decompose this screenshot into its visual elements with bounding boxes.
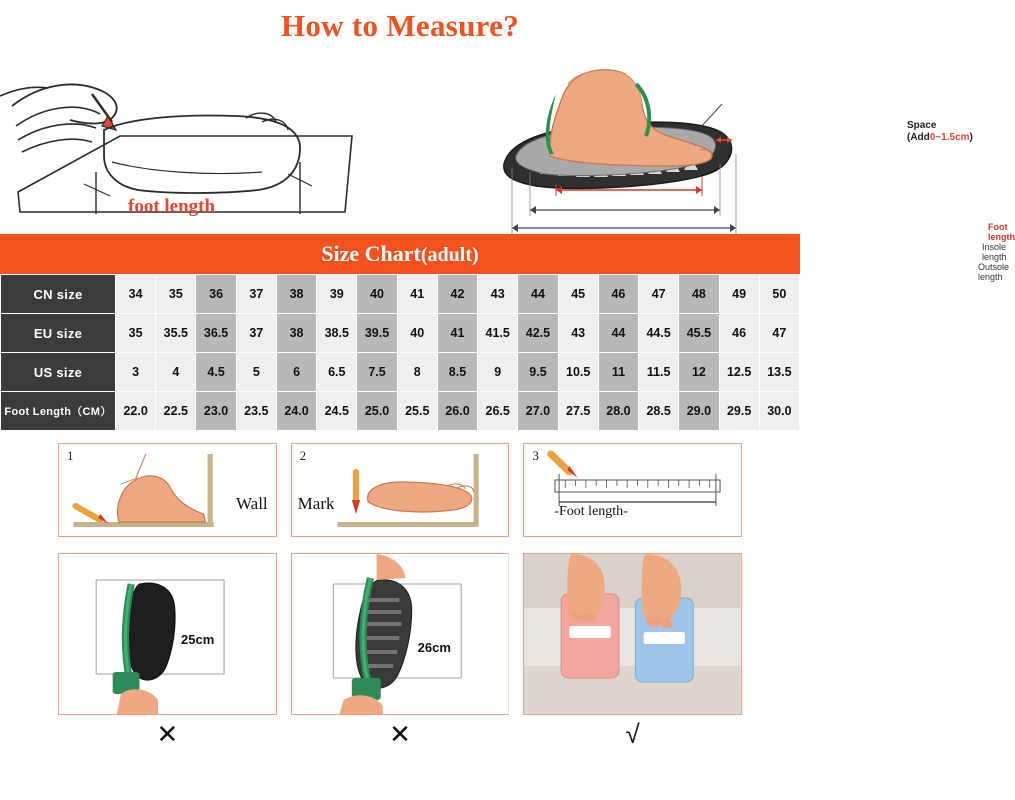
cell-eu-3: 37 xyxy=(236,314,276,353)
size-chart-table-wrap xyxy=(0,274,800,431)
cell-us-8: 8.5 xyxy=(437,353,477,392)
cell-eu-4: 38 xyxy=(276,314,316,353)
row-label-cn: CN size xyxy=(1,275,116,314)
cell-us-0: 3 xyxy=(116,353,156,392)
cell-fl-16: 30.0 xyxy=(759,392,799,431)
measure-photos-row xyxy=(0,537,800,715)
insole-length-arrow-label: Insole length xyxy=(982,242,1007,262)
space-annotation-line2 xyxy=(907,132,973,144)
space-annotation xyxy=(907,120,973,143)
table-row xyxy=(1,314,800,353)
size-chart-title: Size Chart xyxy=(321,241,421,266)
step-2-word: Mark xyxy=(297,494,335,513)
step-2-number: 2 xyxy=(299,448,307,463)
cell-eu-11: 43 xyxy=(558,314,598,353)
verdict-marks-row xyxy=(0,715,800,755)
verdict-insole: ✕ xyxy=(156,719,179,749)
cell-cn-8: 42 xyxy=(437,275,477,314)
cell-fl-10: 27.0 xyxy=(518,392,558,431)
outsole-photo-illustration xyxy=(292,554,509,714)
step-3-illustration xyxy=(524,444,741,536)
size-chart-body xyxy=(1,275,800,431)
step-1-illustration xyxy=(59,444,276,536)
cell-fl-7: 25.5 xyxy=(397,392,437,431)
size-chart-header xyxy=(0,234,800,274)
table-row xyxy=(1,275,800,314)
cell-cn-6: 40 xyxy=(357,275,397,314)
size-chart-subtitle: (adult) xyxy=(420,244,479,266)
space-add-prefix: (Add xyxy=(907,131,930,143)
cell-cn-4: 38 xyxy=(276,275,316,314)
step-panel-2 xyxy=(291,443,510,537)
space-annotation-line1: Space xyxy=(907,120,937,131)
outsole-length-arrow-label: Outsole length xyxy=(978,262,1010,282)
cell-eu-0: 35 xyxy=(116,314,156,353)
verdict-foot-gauge: √ xyxy=(625,719,640,749)
cell-eu-16: 47 xyxy=(759,314,799,353)
cell-us-3: 5 xyxy=(236,353,276,392)
cell-fl-11: 27.5 xyxy=(558,392,598,431)
cell-us-2: 4.5 xyxy=(196,353,236,392)
cell-cn-2: 36 xyxy=(196,275,236,314)
page-title: How to Measure? xyxy=(280,8,520,43)
step-3-number: 3 xyxy=(532,448,539,463)
step-panel-3 xyxy=(523,443,742,537)
foot-gauge-photo-illustration xyxy=(524,554,741,714)
cell-fl-0: 22.0 xyxy=(116,392,156,431)
insole-photo-illustration xyxy=(59,554,276,714)
cell-cn-11: 45 xyxy=(558,275,598,314)
step-2-illustration xyxy=(292,444,509,536)
cell-eu-7: 40 xyxy=(397,314,437,353)
cell-us-7: 8 xyxy=(397,353,437,392)
cell-cn-7: 41 xyxy=(397,275,437,314)
cell-cn-9: 43 xyxy=(478,275,518,314)
cell-eu-13: 44.5 xyxy=(639,314,679,353)
cell-cn-16: 50 xyxy=(759,275,799,314)
cell-cn-1: 35 xyxy=(156,275,196,314)
cell-us-6: 7.5 xyxy=(357,353,397,392)
cell-us-5: 6.5 xyxy=(317,353,357,392)
table-row xyxy=(1,353,800,392)
step-1-number: 1 xyxy=(67,448,74,463)
foot-length-caption: foot length xyxy=(128,196,216,217)
row-label-us: US size xyxy=(1,353,116,392)
step-3-word: -Foot length- xyxy=(554,504,628,519)
cell-fl-12: 28.0 xyxy=(598,392,638,431)
cell-eu-14: 45.5 xyxy=(679,314,719,353)
cell-eu-5: 38.5 xyxy=(317,314,357,353)
cell-us-15: 12.5 xyxy=(719,353,759,392)
space-add-suffix: ) xyxy=(969,131,973,143)
cell-fl-9: 26.5 xyxy=(478,392,518,431)
cell-eu-15: 46 xyxy=(719,314,759,353)
photo-panel-foot-gauge xyxy=(523,553,742,715)
step-panel-1 xyxy=(58,443,277,537)
cell-us-16: 13.5 xyxy=(759,353,799,392)
cell-cn-3: 37 xyxy=(236,275,276,314)
insole-outsole-svg xyxy=(400,44,800,234)
cell-fl-4: 24.0 xyxy=(276,392,316,431)
space-add-value: 0~1.5cm xyxy=(929,131,970,143)
insole-measure-label: 25cm xyxy=(181,632,215,647)
cell-eu-10: 42.5 xyxy=(518,314,558,353)
cell-us-4: 6 xyxy=(276,353,316,392)
table-row xyxy=(1,392,800,431)
outsole-measure-label: 26cm xyxy=(417,640,451,655)
cell-us-10: 9.5 xyxy=(518,353,558,392)
cell-fl-15: 29.5 xyxy=(719,392,759,431)
cell-cn-10: 44 xyxy=(518,275,558,314)
cell-fl-8: 26.0 xyxy=(437,392,477,431)
cell-cn-12: 46 xyxy=(598,275,638,314)
cell-fl-5: 24.5 xyxy=(317,392,357,431)
verdict-outsole: ✕ xyxy=(389,719,411,749)
cell-eu-6: 39.5 xyxy=(357,314,397,353)
cell-cn-14: 48 xyxy=(679,275,719,314)
cell-fl-14: 29.0 xyxy=(679,392,719,431)
step-1-word: Wall xyxy=(235,494,268,513)
cell-us-12: 11 xyxy=(598,353,638,392)
cell-cn-5: 39 xyxy=(317,275,357,314)
cell-us-9: 9 xyxy=(478,353,518,392)
cell-us-1: 4 xyxy=(156,353,196,392)
cell-cn-15: 49 xyxy=(719,275,759,314)
measure-steps-row xyxy=(0,431,800,537)
photo-panel-insole xyxy=(58,553,277,715)
cell-eu-2: 36.5 xyxy=(196,314,236,353)
row-label-foot-length: Foot Length（CM） xyxy=(1,392,116,431)
cell-eu-8: 41 xyxy=(437,314,477,353)
cell-cn-13: 47 xyxy=(639,275,679,314)
cell-fl-13: 28.5 xyxy=(639,392,679,431)
cell-cn-0: 34 xyxy=(116,275,156,314)
photo-panel-outsole xyxy=(291,553,510,715)
cell-fl-2: 23.0 xyxy=(196,392,236,431)
trace-foot-illustration xyxy=(0,44,400,234)
cell-eu-1: 35.5 xyxy=(156,314,196,353)
cell-us-14: 12 xyxy=(679,353,719,392)
cell-us-13: 11.5 xyxy=(639,353,679,392)
cell-eu-9: 41.5 xyxy=(478,314,518,353)
cell-fl-3: 23.5 xyxy=(236,392,276,431)
row-label-eu: EU size xyxy=(1,314,116,353)
size-chart-header-text xyxy=(321,241,478,267)
cell-us-11: 10.5 xyxy=(558,353,598,392)
cell-fl-6: 25.0 xyxy=(357,392,397,431)
foot-length-arrow-label: Foot length xyxy=(988,222,1015,242)
size-chart-table xyxy=(0,274,800,431)
cell-fl-1: 22.5 xyxy=(156,392,196,431)
cell-eu-12: 44 xyxy=(598,314,638,353)
